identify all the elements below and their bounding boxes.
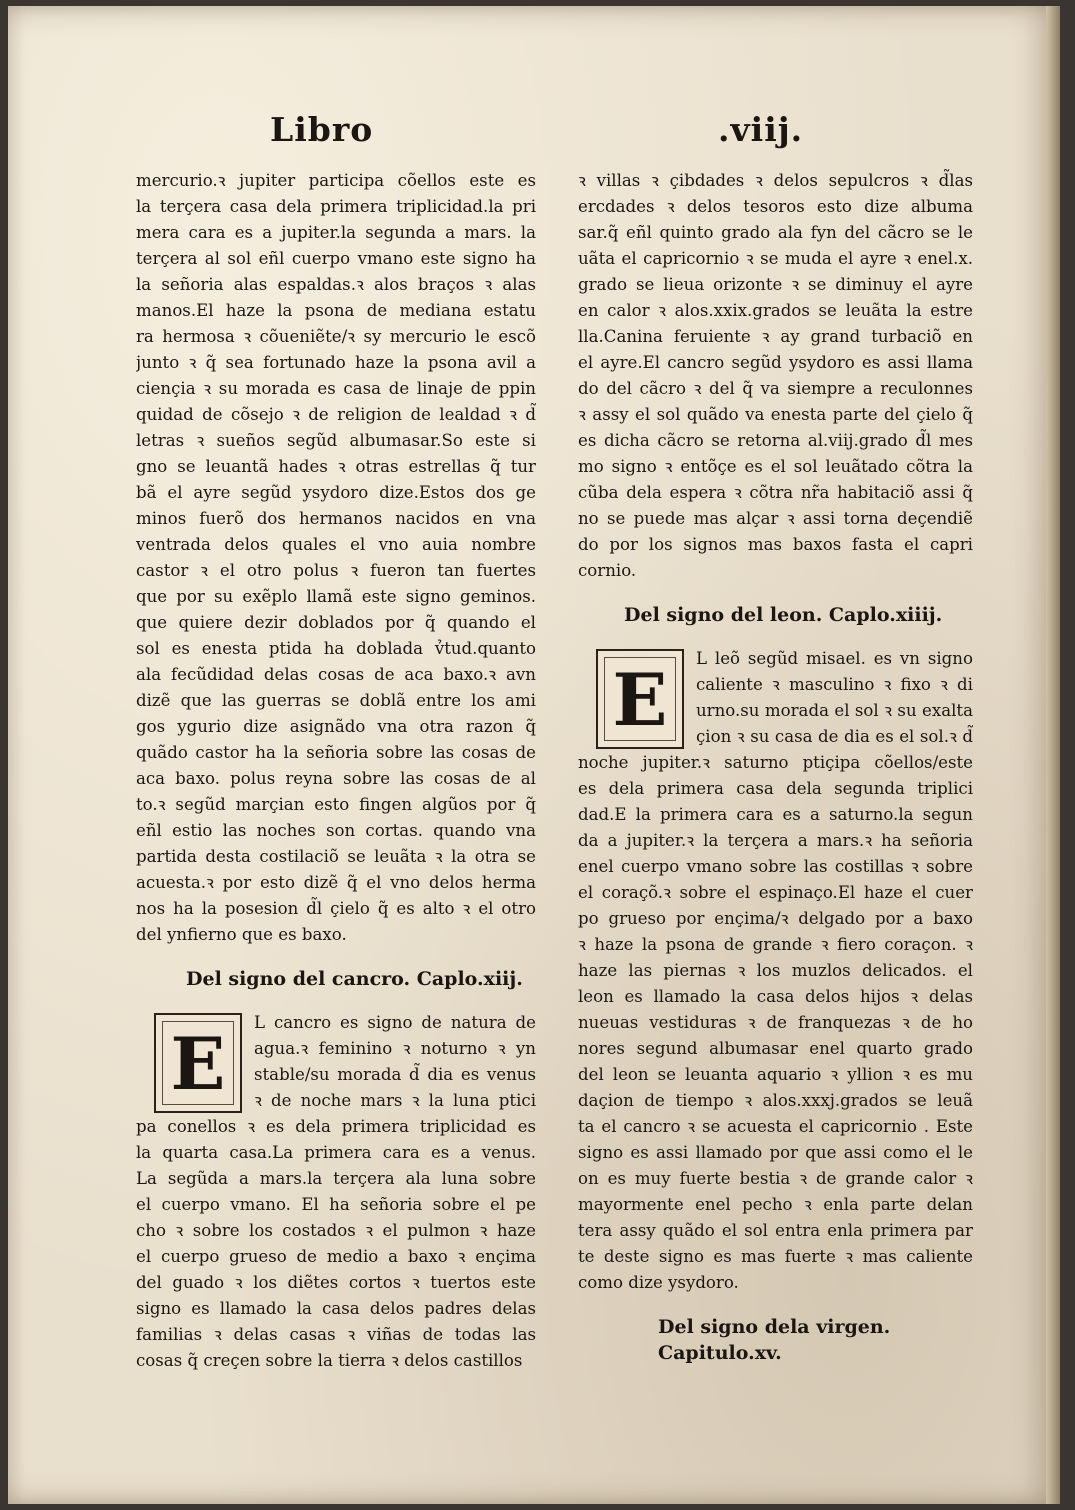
text-line: en calor ꝛ alos.xxix.grados se leuãta la estre xyxy=(578,301,973,320)
text-line: como dize ysydoro. xyxy=(578,1273,739,1292)
text-line: es dela primera casa dela segunda triplici xyxy=(578,779,973,798)
text-line: dad.E la primera cara es a saturno.la segun xyxy=(578,805,973,824)
text-line: eñl estio las noches son cortas. quando vna xyxy=(136,821,536,840)
text-line: ra hermosa ꝛ cõueniẽte/ꝛ sy mercurio le escõ xyxy=(136,327,536,346)
text-line: ala fecũdidad delas cosas de aca baxo.ꝛ avn xyxy=(136,665,536,684)
text-line: to.ꝛ segũd marçian esto fingen algũos por q̃ xyxy=(136,795,536,814)
text-line: L leõ segũd misael. es vn signo xyxy=(696,649,973,668)
text-line: del leon se leuanta aquario ꝛ yllion ꝛ es mu xyxy=(578,1065,973,1084)
text-line: lla.Canina feruiente ꝛ ay grand turbaciõ en xyxy=(578,327,973,346)
text-line: da a jupiter.ꝛ la terçera a mars.ꝛ ha señoria xyxy=(578,831,973,850)
text-line: ꝛ assy el sol quãdo va enesta parte del çielo q̃ xyxy=(578,405,973,424)
text-line: stable/su morada d̃ dia es venus xyxy=(254,1065,536,1084)
text-line: la quarta casa.La primera cara es a venus. xyxy=(136,1143,536,1162)
text-line: cosas q̃ creçen sobre la tierra ꝛ delos castillos xyxy=(136,1351,523,1370)
text-line: po grueso por ençima/ꝛ delgado por a baxo xyxy=(578,909,973,928)
text-line: del guado ꝛ los diẽtes cortos ꝛ tuertos este xyxy=(136,1273,536,1292)
text-line: do del cãcro ꝛ del q̃ va siempre a reculonnes xyxy=(578,379,973,398)
text-line: urno.su morada el sol ꝛ su exalta xyxy=(696,701,973,720)
text-line: gos ygurio dize asignãdo vna otra razon q̃ xyxy=(136,717,536,736)
text-line: familias ꝛ delas casas ꝛ viñas de todas las xyxy=(136,1325,536,1344)
text-line: que por su exẽplo llamã este signo geminos. xyxy=(136,587,536,606)
text-line: enel cuerpo vmano sobre las costillas ꝛ sobre xyxy=(578,857,973,876)
text-line: acuesta.ꝛ por esto dizẽ q̃ el vno delos herma xyxy=(136,873,536,892)
text-line: ta el cancro ꝛ se acuesta el capricornio . Este xyxy=(578,1117,973,1136)
right-initial-block xyxy=(578,646,973,750)
text-line: on es muy fuerte bestia ꝛ de grande calor ꝛ xyxy=(578,1169,973,1188)
text-line: dizẽ que las guerras se doblã entre los ami xyxy=(136,691,536,710)
text-line: noche jupiter.ꝛ saturno ptiçipa cõellos/este xyxy=(578,753,973,772)
text-line: la terçera casa dela primera triplicidad.la pri xyxy=(136,197,536,216)
text-line: te deste signo es mas fuerte ꝛ mas caliente xyxy=(578,1247,973,1266)
text-line: no se puede mas alçar ꝛ assi torna deçendiẽ xyxy=(578,509,973,528)
chapter-heading-leon: Del signo del leon. Caplo.xiiij. xyxy=(624,604,943,626)
text-line: quidad de cõsejo ꝛ de religion de lealdad ꝛ d̃ xyxy=(136,405,536,424)
text-line: el cuerpo grueso de medio a baxo ꝛ ençima xyxy=(136,1247,536,1266)
text-line: nores segund albumasar enel quarto grado xyxy=(578,1039,973,1058)
left-initial-block xyxy=(136,1010,536,1114)
text-line: nos ha la posesion d̃l çielo q̃ es alto ꝛ el otro xyxy=(136,899,536,918)
text-line: ercdades ꝛ delos tesoros esto dize albuma xyxy=(578,197,973,216)
text-line: sar.q̃ eñl quinto grado ala fyn del cãcro se le xyxy=(578,223,973,242)
running-head-left: Libro xyxy=(270,110,374,149)
text-line: del ynfierno que es baxo. xyxy=(136,925,347,944)
right-paragraph-1 xyxy=(578,168,973,584)
text-line: ventrada delos quales el vno auia nombre xyxy=(136,535,536,554)
text-line: el cuerpo vmano. El ha señoria sobre el pe xyxy=(136,1195,536,1214)
text-line: agua.ꝛ feminino ꝛ noturno ꝛ yn xyxy=(254,1039,536,1058)
text-line: ꝛ villas ꝛ çibdades ꝛ delos sepulcros ꝛ d̃las xyxy=(578,171,973,190)
right-paragraph-2 xyxy=(578,750,973,1296)
text-line: La segũda a mars.la terçera ala luna sobre xyxy=(136,1169,536,1188)
text-line: pa conellos ꝛ es dela primera triplicidad es xyxy=(136,1117,536,1136)
text-line: haze las piernas ꝛ los muzlos delicados. el xyxy=(578,961,973,980)
text-line: la señoria alas espaldas.ꝛ alos braços ꝛ alas xyxy=(136,275,536,294)
text-line: el coraçõ.ꝛ sobre el espinaço.El haze el cuer xyxy=(578,883,973,902)
text-line: signo es llamado la casa delos padres delas xyxy=(136,1299,536,1318)
book-page xyxy=(8,6,1060,1504)
left-paragraph-2 xyxy=(136,1114,536,1374)
text-line: cho ꝛ sobre los costados ꝛ el pulmon ꝛ haze xyxy=(136,1221,536,1240)
text-line: do por los signos mas baxos fasta el capri xyxy=(578,535,973,554)
text-line: nueuas vestiduras ꝛ de franquezas ꝛ de ho xyxy=(578,1013,973,1032)
text-line: leon es llamado la casa delos hijos ꝛ delas xyxy=(578,987,973,1006)
text-line: aca baxo. polus reyna sobre las cosas de al xyxy=(136,769,536,788)
text-line: sol es enesta ptida ha doblada v̉tud.quanto xyxy=(136,639,536,658)
text-line: tera assy quãdo el sol entra enla primera par xyxy=(578,1221,973,1240)
text-line: terçera al sol eñl cuerpo vmano este signo ha xyxy=(136,249,536,268)
text-line: ꝛ haze la psona de grande ꝛ fiero coraçon. ꝛ xyxy=(578,935,973,954)
text-line: mayormente enel pecho ꝛ enla parte delan xyxy=(578,1195,973,1214)
text-line: minos fuerõ dos hermanos nacidos en vna xyxy=(136,509,536,528)
text-line: caliente ꝛ masculino ꝛ fixo ꝛ di xyxy=(696,675,973,694)
chapter-heading-cancro: Del signo del cancro. Caplo.xiij. xyxy=(186,968,523,990)
text-line: es dicha cãcro se retorna al.viij.grado d̃l mes xyxy=(578,431,973,450)
decorated-initial: E xyxy=(154,1013,242,1113)
text-line: gno se leuantã hades ꝛ otras estrellas q̃ tur xyxy=(136,457,536,476)
text-line: uãta el capricornio ꝛ se muda el ayre ꝛ enel.x. xyxy=(578,249,973,268)
text-line: cornio. xyxy=(578,561,637,580)
page-edge xyxy=(1046,6,1060,1504)
text-line: signo es assi llamado por que assi como el le xyxy=(578,1143,973,1162)
text-line: letras ꝛ sueños segũd albumasar.So este si xyxy=(136,431,536,450)
text-line: quãdo castor ha la señoria sobre las cosas de xyxy=(136,743,536,762)
text-line: daçion de tiempo ꝛ alos.xxxj.grados se leuã xyxy=(578,1091,973,1110)
text-line: ciençia ꝛ su morada es casa de linaje de ppin xyxy=(136,379,536,398)
decorated-initial: E xyxy=(596,649,684,749)
text-line: L cancro es signo de natura de xyxy=(254,1013,536,1032)
text-line: mera cara es a jupiter.la segunda a mars. la xyxy=(136,223,536,242)
text-line: castor ꝛ el otro polus ꝛ fueron tan fuertes xyxy=(136,561,536,580)
text-line: mercurio.ꝛ jupiter participa cõellos este es xyxy=(136,171,536,190)
text-line: bã el ayre segũd ysydoro dize.Estos dos ge xyxy=(136,483,536,502)
text-line: mo signo ꝛ entõçe es el sol leuãtado cõtra la xyxy=(578,457,973,476)
text-line: ꝛ de noche mars ꝛ la luna ptici xyxy=(254,1091,536,1110)
text-line: junto ꝛ q̃ sea fortunado haze la psona avil a xyxy=(136,353,536,372)
text-line: el ayre.El cancro segũd ysydoro es assi llama xyxy=(578,353,973,372)
chapter-heading-virgen: Del signo dela virgen. xyxy=(658,1316,891,1338)
chapter-heading-virgen-number: Capitulo.xv. xyxy=(658,1342,782,1364)
text-line: partida desta costilaciõ se leuãta ꝛ la otra se xyxy=(136,847,536,866)
text-line: cũba dela espera ꝛ cõtra nr̃a habitaciõ assi q̃ xyxy=(578,483,973,502)
left-column xyxy=(136,168,536,1374)
text-line: çion ꝛ su casa de dia es el sol.ꝛ d̃ xyxy=(696,727,973,746)
left-paragraph-1 xyxy=(136,168,536,948)
running-head-right: .viij. xyxy=(718,110,804,149)
text-line: grado se lieua orizonte ꝛ se diminuy el ayre xyxy=(578,275,973,294)
text-line: manos.El haze la psona de mediana estatu xyxy=(136,301,536,320)
text-line: que quiere dezir doblados por q̃ quando el xyxy=(136,613,536,632)
right-column xyxy=(578,168,973,1366)
